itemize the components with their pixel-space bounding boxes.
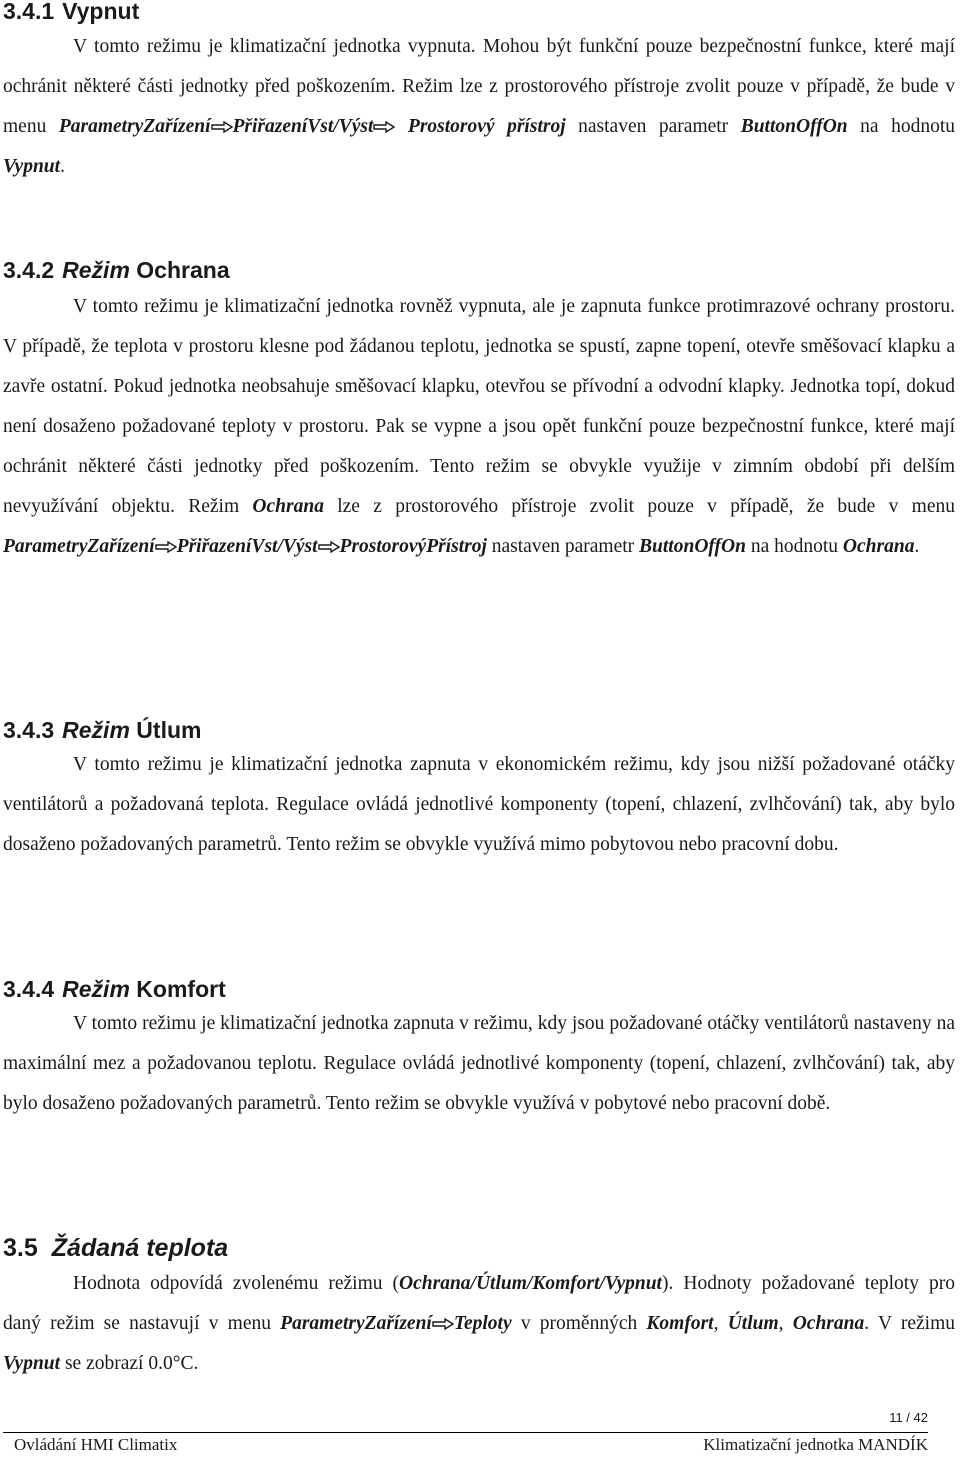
arrow-right-icon [432, 1318, 454, 1330]
parameter-value: Vypnut [3, 156, 61, 177]
text-run: V tomto režimu je klimatizační jednotka vypnuta. Mohou být funkční pouze bezpečnostní funkce, které mají ochránit některé části jednotky před poškozením. Režim lze z prostorového přístroje zvolit pouze v případě, že bude v menu [3, 36, 955, 137]
menu-path-item: ParametryZařízení [58, 116, 211, 137]
menu-path-item: PřiřazeníVst/Výst [232, 116, 374, 137]
text-run: , [778, 1313, 793, 1334]
text-run: ). Hodnoty požadované teploty pro daný režim se nastavují v menu [3, 1273, 955, 1334]
section-title: Vypnut [62, 0, 140, 24]
section-number: 3.5 [3, 1234, 38, 1262]
menu-path-item: Teploty [453, 1313, 512, 1334]
arrow-right-icon [318, 541, 340, 553]
section-heading-3-4-3 [3, 715, 201, 745]
text-run: nastaven parametr [565, 116, 741, 137]
text-run: na hodnotu [745, 536, 843, 557]
parameter-name: ButtonOffOn [639, 536, 746, 557]
paragraph-3-4-4: V tomto režimu je klimatizační jednotka zapnuta v režimu, kdy jsou požadované otáčky ventilátorů nastaveny na maximální mez a požadovanou teplotu. Regulace ovládá jednotlivé komponenty (topení, chlazení, zvlhčování) tak, aby bylo dosaženo požadovaných parametrů. Tento režim se obvykle využívá v pobytové nebo pracovní době. [3, 1013, 955, 1114]
variable-name: Útlum [727, 1313, 779, 1334]
footer-document-title: Ovládání HMI Climatix [14, 1435, 178, 1454]
section-heading-3-4-2 [3, 255, 230, 285]
text-run: v proměnných [511, 1313, 647, 1334]
paragraph-3-5 [3, 1264, 955, 1384]
section-number: 3.4.2 [3, 257, 55, 283]
variable-name: Komfort [646, 1313, 714, 1334]
arrow-right-icon [155, 541, 177, 553]
page-number: 11 / 42 [889, 1410, 928, 1425]
parameter-value: Ochrana [842, 536, 915, 557]
text-run: . V režimu [864, 1313, 956, 1334]
section-number: 3.4.3 [3, 717, 55, 743]
section-title: Žádaná teplota [51, 1234, 229, 1262]
section-heading-3-4-1 [3, 0, 139, 26]
section-word: Režim [62, 976, 130, 1002]
menu-path-item: ParametryZařízení [3, 536, 155, 557]
footer-product-title: Klimatizační jednotka MANDÍK [703, 1435, 928, 1454]
text-run: . [914, 536, 920, 557]
text-run: . [60, 156, 65, 177]
section-number: 3.4.1 [3, 0, 55, 24]
mode-name: Ochrana [252, 496, 324, 517]
text-run: se zobrazí 0.0°C. [60, 1353, 199, 1374]
mode-list: Ochrana/Útlum/Komfort/Vypnut [399, 1273, 662, 1294]
menu-path-item: Prostorový přístroj [407, 116, 566, 137]
arrow-right-icon [373, 121, 395, 133]
section-heading-3-4-4 [3, 974, 226, 1004]
section-title: Útlum [136, 717, 202, 743]
section-heading-3-5 [3, 1233, 228, 1263]
paragraph-3-4-1 [3, 27, 955, 187]
text-run: V tomto režimu je klimatizační jednotka rovněž vypnuta, ale je zapnuta funkce protimrazové ochrany prostoru. V případě, že teplota v prostoru klesne pod žádanou teplotu, jednotka se spustí, zapne topení, otevře směšovací klapku a zavře ostatní. Pokud jednotka neobsahuje směšovací klapku, otevřou se přívodní a odvodní klapky. Jednotka topí, dokud není dosaženo požadované teploty v prostoru. Pak se vypne a jsou opět funkční pouze bezpečnostní funkce, které mají ochránit některé části jednotky před poškozením. Tento režim se obvykle využije v zimním období při delším nevyužívání objektu. Režim [3, 296, 955, 517]
text-run: nastaven parametr [486, 536, 640, 557]
variable-name: Ochrana [792, 1313, 865, 1334]
menu-path-item: ParametryZařízení [280, 1313, 432, 1334]
section-title: Ochrana [136, 257, 230, 283]
text-run: , [713, 1313, 728, 1334]
section-number: 3.4.4 [3, 976, 55, 1002]
parameter-name: ButtonOffOn [740, 116, 848, 137]
section-word: Režim [62, 257, 130, 283]
menu-path-item: PřiřazeníVst/Výst [176, 536, 318, 557]
section-word: Režim [62, 717, 130, 743]
text-run: lze z prostorového přístroje zvolit pouze v případě, že bude v menu [323, 496, 955, 517]
arrow-right-icon [211, 121, 233, 133]
paragraph-3-4-3: V tomto režimu je klimatizační jednotka zapnuta v ekonomickém režimu, kdy jsou nižší požadované otáčky ventilátorů a požadovaná teplota. Regulace ovládá jednotlivé komponenty (topení, chlazení, zvlhčování) tak, aby bylo dosaženo požadovaných parametrů. Tento režim se obvykle využívá mimo pobytovou nebo pracovní dobu. [3, 754, 955, 855]
paragraph-3-4-2 [3, 287, 955, 567]
menu-path-item: ProstorovýPřístroj [339, 536, 487, 557]
mode-name: Vypnut [3, 1353, 61, 1374]
text-run: Hodnota odpovídá zvolenému režimu ( [73, 1273, 400, 1294]
text-run: na hodnotu [847, 116, 956, 137]
section-title: Komfort [136, 976, 226, 1002]
footer-divider [3, 1432, 928, 1433]
